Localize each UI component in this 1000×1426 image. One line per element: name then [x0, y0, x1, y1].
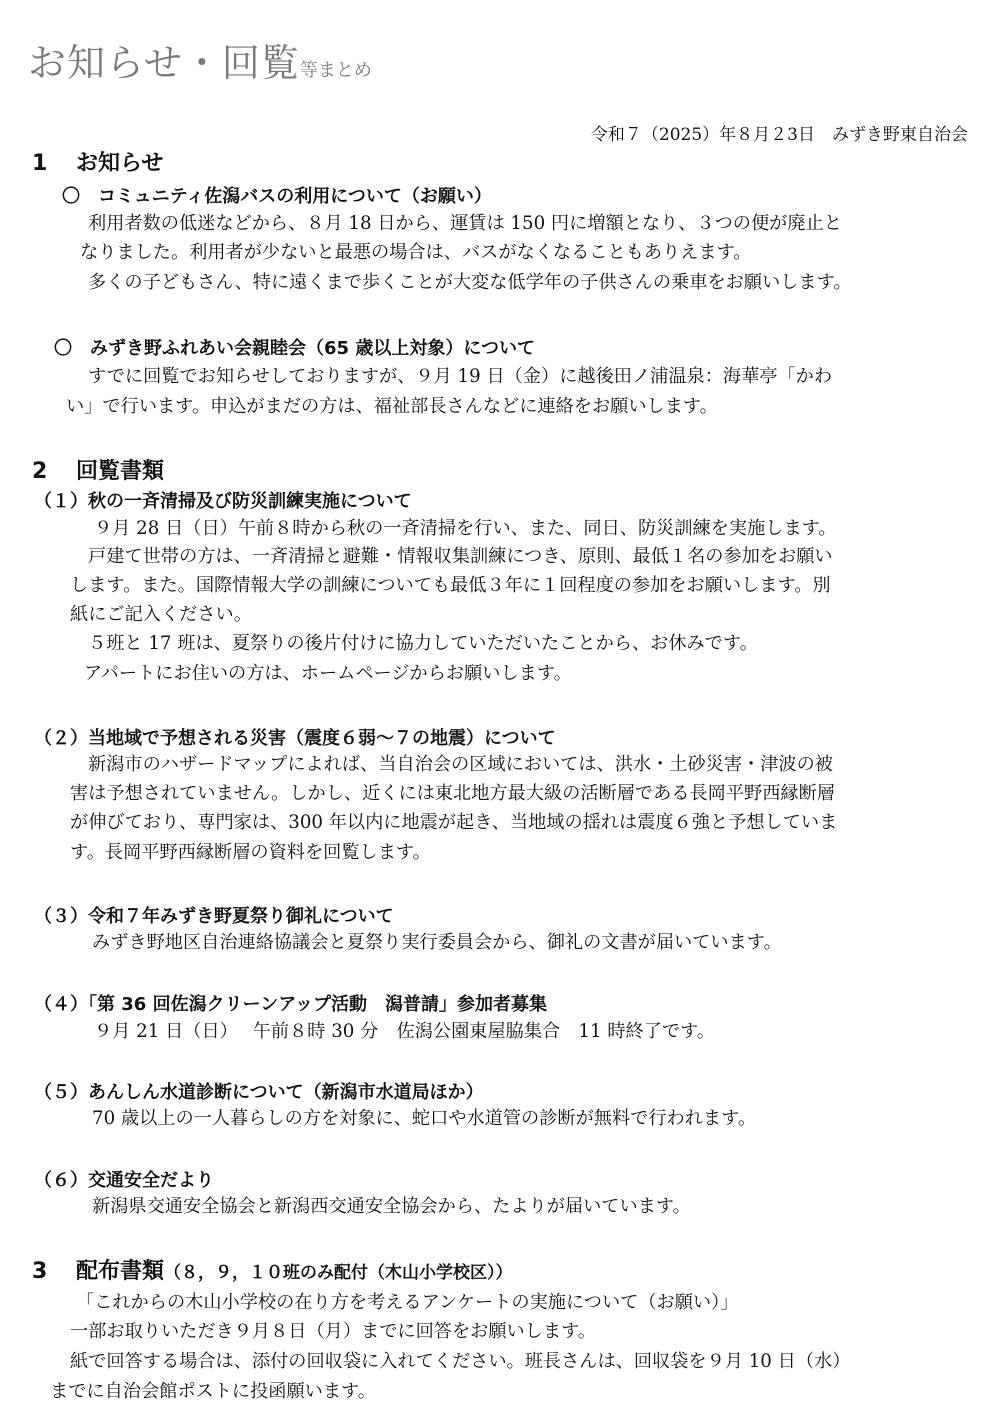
water-check-heading: （５）あんしん水道診断について（新潟市水道局ほか） — [34, 1082, 484, 1103]
bus-notice-line-2: なりました。利用者が少ないと最悪の場合は、バスがなくなることもありえます。 — [80, 242, 752, 263]
earthquake-line-3: が伸びており、専門家は、300 年以内に地震が起き、当地域の揺れは震度６強と予想していま — [70, 812, 838, 833]
section-3-title: 配布書類 — [76, 1259, 165, 1284]
cleanup-drill-line-4: 紙にご記入ください。 — [70, 604, 252, 625]
cleanup-drill-line-5: ５班と 17 班は、夏祭りの後片付けに協力していただいたことから、お休みです。 — [88, 633, 758, 654]
section-2-heading — [32, 454, 164, 485]
cleanup-drill-line-1: ９月 28 日（日）午前８時から秋の一斉清掃を行い、また、同日、防災訓練を実施します。 — [94, 518, 837, 539]
fureai-notice-line-2: い」で行います。申込がまだの方は、福祉部長さんなどに連絡をお願いします。 — [66, 396, 718, 417]
section-2-number: 2 — [32, 459, 48, 484]
distribution-line-3: 紙で回答する場合は、添付の回収袋に入れてください。班長さんは、回収袋を９月 10 日（水） — [70, 1351, 851, 1372]
traffic-safety-line-1: 新潟県交通安全協会と新潟西交通安全協会から、たよりが届いています。 — [92, 1196, 691, 1217]
bus-notice-heading: 〇 コミュニティ佐潟バスの利用について（お願い） — [62, 186, 492, 207]
fureai-notice-line-1: すでに回覧でお知らせしておりますが、９月 19 日（金）に越後田ノ浦温泉：海華亭「かわ — [88, 366, 833, 387]
page-title-main: お知らせ・回覧 — [28, 41, 300, 85]
section-1-title: お知らせ — [76, 151, 164, 176]
cleanup-drill-line-3: します。また。国際情報大学の訓練についても最低３年に１回程度の参加をお願いします。別 — [70, 575, 831, 596]
cleanup-drill-heading: （１）秋の一斉清掃及び防災訓練実施について — [34, 491, 412, 512]
distribution-line-2: 一部お取りいただき９月８日（月）までに回答をお願いします。 — [70, 1321, 596, 1342]
cleanup-activity-heading: （４）「第 36 回佐潟クリーンアップ活動 潟普請」参加者募集 — [34, 994, 547, 1015]
page-title — [28, 32, 372, 87]
cleanup-drill-line-6: アパートにお住いの方は、ホームページからお願いします。 — [84, 663, 572, 684]
summer-festival-line-1: みずき野地区自治連絡協議会と夏祭り実行委員会から、御礼の文書が届いています。 — [92, 932, 782, 953]
earthquake-line-4: す。長岡平野西縁断層の資料を回覧します。 — [70, 842, 431, 863]
section-3-number: 3 — [32, 1259, 48, 1284]
distribution-line-1: 「これからの木山小学校の在り方を考えるアンケートの実施について（お願い）」 — [76, 1292, 739, 1313]
water-check-line-1: 70 歳以上の一人暮らしの方を対象に、蛇口や水道管の診断が無料で行われます。 — [92, 1108, 757, 1129]
earthquake-heading: （２）当地域で予想される災害（震度６弱～７の地震）について — [34, 728, 556, 749]
page-title-sub: 等まとめ — [299, 60, 372, 81]
section-1-heading — [32, 146, 163, 177]
summer-festival-heading: （３）令和７年みずき野夏祭り御礼について — [34, 906, 394, 927]
earthquake-line-1: 新潟市のハザードマップによれば、当自治会の区域においては、洪水・土砂災害・津波の被 — [88, 754, 833, 775]
distribution-line-4: までに自治会館ポストに投函願います。 — [50, 1381, 376, 1402]
bus-notice-line-1: 利用者数の低迷などから、８月 18 日から、運賃は 150 円に増額となり、３つの便が廃止と — [88, 213, 842, 234]
issue-date-line: 令和７（2025）年８月２3日 みずき野東自治会 — [590, 125, 968, 145]
cleanup-drill-line-2: 戸建て世帯の方は、一斉清掃と避難・情報収集訓練につき、原則、最低１名の参加をお願い — [88, 546, 833, 567]
section-1-number: 1 — [32, 151, 48, 176]
traffic-safety-heading: （６）交通安全だより — [34, 1170, 214, 1191]
section-3-heading — [32, 1254, 513, 1285]
cleanup-activity-line-1: ９月 21 日（日） 午前８時 30 分 佐潟公園東屋脇集合 11 時終了です。 — [94, 1021, 715, 1042]
earthquake-line-2: 害は予想されていません。しかし、近くには東北地方最大級の活断層である長岡平野西縁断層 — [70, 783, 835, 804]
section-3-note: （８，９，１０班のみ配付（木山小学校区）） — [164, 1263, 513, 1283]
section-2-title: 回覧書類 — [76, 459, 165, 484]
bus-notice-line-3: 多くの子どもさん、特に遠くまで歩くことが大変な低学年の子供さんの乗車をお願いします。 — [88, 272, 852, 293]
fureai-notice-heading: 〇 みずき野ふれあい会親睦会（65 歳以上対象）について — [54, 338, 535, 359]
